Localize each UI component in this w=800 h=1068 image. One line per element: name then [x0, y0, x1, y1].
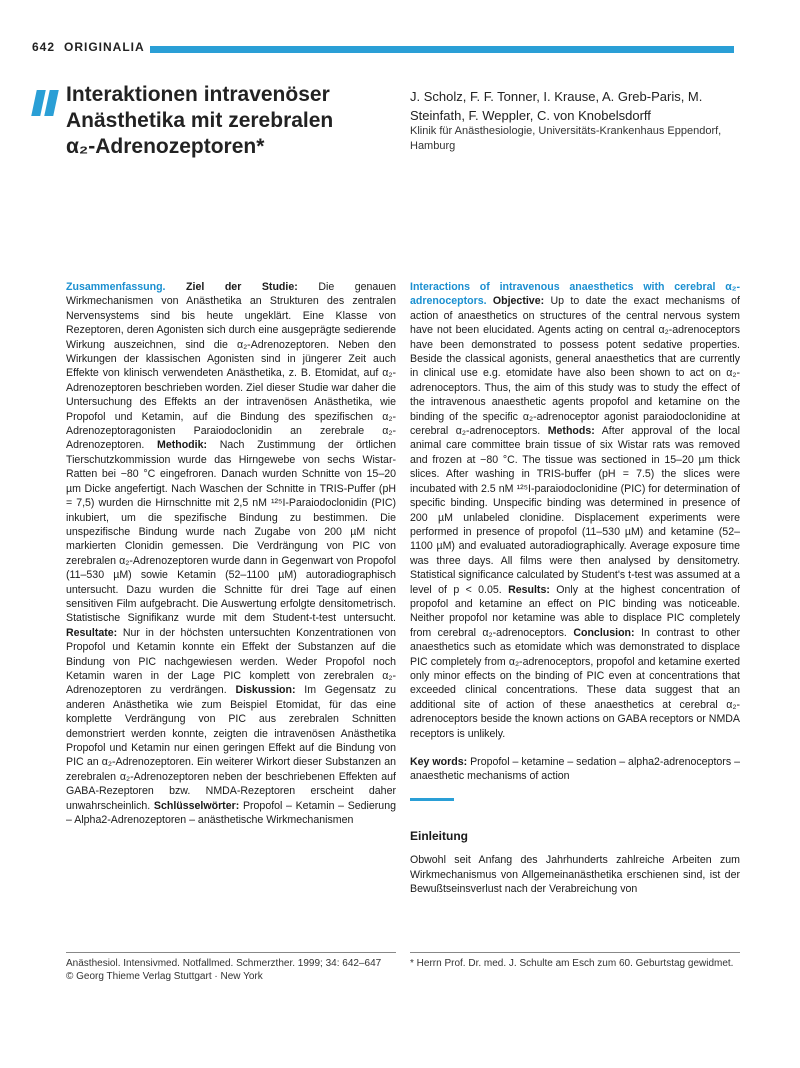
methods-text: Nach Zustimmung der örtlichen Tierschutzkommission wurde das Hirngewebe von sechs Wistar-Ratten bei −80 °C eingefroren. Danach wurden Schnitte von 15–20 µm Dicke angefertigt. Nach Waschen der Schnitte in TRIS-Puffer (pH = 7,5) wurden die Hirnschnitte mit 2,5 nM ¹²⁵I-Paraiodoclonidin (PIC) inkubiert, um die spezifische Bindung zu bestimmen. Die unspezifische Bindung wurde nach Zugabe von 200 µM nicht markierten Clonidin gemessen. Die Verdrängung von PIC von zerebralen α₂-Adrenozeptoren wurde dann in Gegenwart von Propofol (11–530 µM) sowie Ketamin (52–1100 µM) autoradiographisch untersucht. Dazu wurden die Schnitte für drei Tage auf einen sensitiven Film aufgebracht. Die Auswertung erfolgte densitometrisch. Statistische Signifikanz wurde mit dem Student-t-test untersucht.: [66, 439, 396, 625]
methods-label: Methodik:: [157, 439, 208, 452]
discussion-label: Diskussion:: [235, 684, 296, 697]
results-text: Nur in der höchsten untersuchten Konzentrationen von Propofol und Ketamin konnte ein Effekt der Substanzen auf die Bindung von PIC nachgewiesen werden. Weder Propofol noch Ketamin waren in der Lage PIC komplett von zerebralen α₂-Adrenozeptoren zu verdrängen.: [66, 626, 396, 697]
keywords-en: [410, 755, 740, 784]
article-authors: J. Scholz, F. F. Tonner, I. Krause, A. Greb-Paris, M. Steinfath, F. Weppler, C. von Knobelsdorff: [410, 89, 703, 123]
article-title: Interaktionen intravenöser Anästhetika mit zerebralen α₂-Adrenozeptoren*: [66, 83, 334, 158]
page-number: 642: [32, 40, 56, 54]
footer-dedication: * Herrn Prof. Dr. med. J. Schulte am Esch zum 60. Geburtstag gewidmet.: [410, 958, 734, 969]
german-abstract: [66, 280, 396, 827]
aim-text: Die genauen Wirkmechanismen von Anästhetika an Strukturen des zentralen Nervensystems sind bis heute ungeklärt. Eine Klasse von Rezeptoren, deren Agonisten sich durch eine ausgeprägte sedierende Wirkung auszeichnen, sind die α₂-Adrenozeptoren. Neben den Wirkungen der klassischen Agonisten sind in jüngerer Zeit auch Effekte von klinisch verwendeten Anästhetika, z. B. Etomidat, auf α₂-Adrenozeptoren beschrieben worden. Ziel dieser Studie war daher die Untersuchung des Effekts an der intravenösen Anästhetika, wie Propofol und Ketamin, auf die Bindung des spezifischen α₂-Adrenozeptoragonisten Paraiodoclonidin an zerebrale α₂-Adrenozeptoren.: [66, 281, 396, 452]
objective-label: Objective:: [492, 295, 545, 308]
results-label-en: Results:: [508, 583, 550, 596]
keywords-text: Propofol – Ketamin – Sedierung – Alpha2-Adrenozeptoren – anästhetische Wirkmechanismen: [66, 799, 396, 827]
article-affiliation: Klinik für Anästhesiologie, Universitäts-Krankenhaus Eppendorf, Hamburg: [410, 125, 722, 152]
conclusion-text: In contrast to other anaesthetics such as etomidate which was demonstrated to displace PIC completely from α₂-adrenoceptors, propofol and ketamine exerted only minor effects on the binding of PIC even at concentrations that exceeded clinical concentrations. These data suggest that an additional site of action of these anaesthetics at cerebral α₂-adrenoceptors beside the known actions on GABA receptors or NMDA receptors is unlikely.: [410, 626, 740, 740]
introduction-heading: Einleitung: [410, 828, 468, 843]
conclusion-label: Conclusion:: [573, 626, 635, 639]
section-label: ORIGINALIA: [64, 40, 145, 54]
results-label: Resultate:: [66, 626, 118, 639]
title-marker-icon: [34, 90, 62, 116]
english-abstract: [410, 280, 740, 896]
english-abstract-title: Interactions of intravenous anaesthetics with cerebral α₂-adrenoceptors.: [410, 281, 740, 308]
accent-divider: [410, 798, 454, 801]
keywords-text-en: Propofol – ketamine – sedation – alpha2-adrenoceptors – anaesthetic mechanisms of action: [410, 756, 740, 783]
header-accent-bar: [150, 46, 734, 53]
methods-label-en: Methods:: [547, 425, 595, 438]
footer-divider-right: [410, 952, 740, 953]
keywords-label: Schlüsselwörter:: [153, 799, 240, 812]
introduction-text: Obwohl seit Anfang des Jahrhunderts zahlreiche Arbeiten zum Wirkmechanismus von Allgemeinanästhetika erschienen sind, ist der Bewußtseinsverlust nach der Verabreichung von: [410, 854, 740, 896]
keywords-label-en: Key words:: [410, 756, 468, 768]
discussion-text: Im Gegensatz zu anderen Anästhetika wie zum Beispiel Etomidat, für das eine komplette Verdrängung von PIC aus zerebralen Schnitten demonstriert werden konnte, zeigten die intravenösen Anästhetika Propofol und Ketamin nur einen geringen Effekt auf die Bindung von PIC an α₂-Adrenozeptoren. Ein weiterer Wirkort dieser Substanzen an zerebralen α₂-Adrenozeptoren neben der beschriebenen Effekten auf GABA-Rezeptoren bzw. NMDA-Rezeptoren erscheint daher unwahrscheinlich.: [66, 684, 396, 812]
footer-divider-left: [66, 952, 396, 953]
footer-citation: [66, 957, 406, 983]
objective-text: Up to date the exact mechanisms of action of anaesthetics on structures of the central nervous system have not been elucidated. Agents acting on central α₂-adrenoceptors have been demonstrated to possess potent sedative properties. Beside the classical agonists, general anaesthetics that are currently in clinical use e.g. etomidate have also been shown to act on α₂-adrenoceptors. Thus, the aim of this study was to study the effect of the intravenous anaesthetic agents propofol and ketamine on the binding of the specific α₂-adrenoceptor agonist paraiodoclonidine at cerebral α₂-adrenoceptors.: [410, 295, 740, 438]
abstract-label: Zusammenfassung.: [66, 281, 166, 293]
methods-text-en: After approval of the local animal care committee brain tissue of six Wistar rats was removed and frozen at −80 °C. The tissue was sectioned in 15–20 µm thick slices. After washing in TRIS-buffer (pH = 7.5) the slices were incubated with 2.5 nM ¹²⁵I-paraiodoclonidine (PIC) for determination of specific binding. Unspecific binding was determined in presence of 200 µM unlabeled clonidine. Displacement experiments were performed in presence of propofol (11–530 µM) and ketamine (52–1100 µM) and evaluated autoradiographically. Average exposure time was three days. All films were then analysed by densitometry. Statistical significance calculated by Student's t-test was assumed at a level of p < 0.05.: [410, 425, 741, 596]
publisher-line: © Georg Thieme Verlag Stuttgart · New York: [66, 971, 263, 982]
aim-label: Ziel der Studie:: [186, 281, 298, 293]
citation-line: Anästhesiol. Intensivmed. Notfallmed. Schmerzther. 1999; 34: 642–647: [66, 958, 382, 969]
results-text-en: Only at the highest concentration of propofol and ketamine an effect on PIC binding was noticeable. Neither propofol nor ketamine was able to displace PIC completely from cerebral α₂-adrenoceptors.: [410, 583, 740, 639]
